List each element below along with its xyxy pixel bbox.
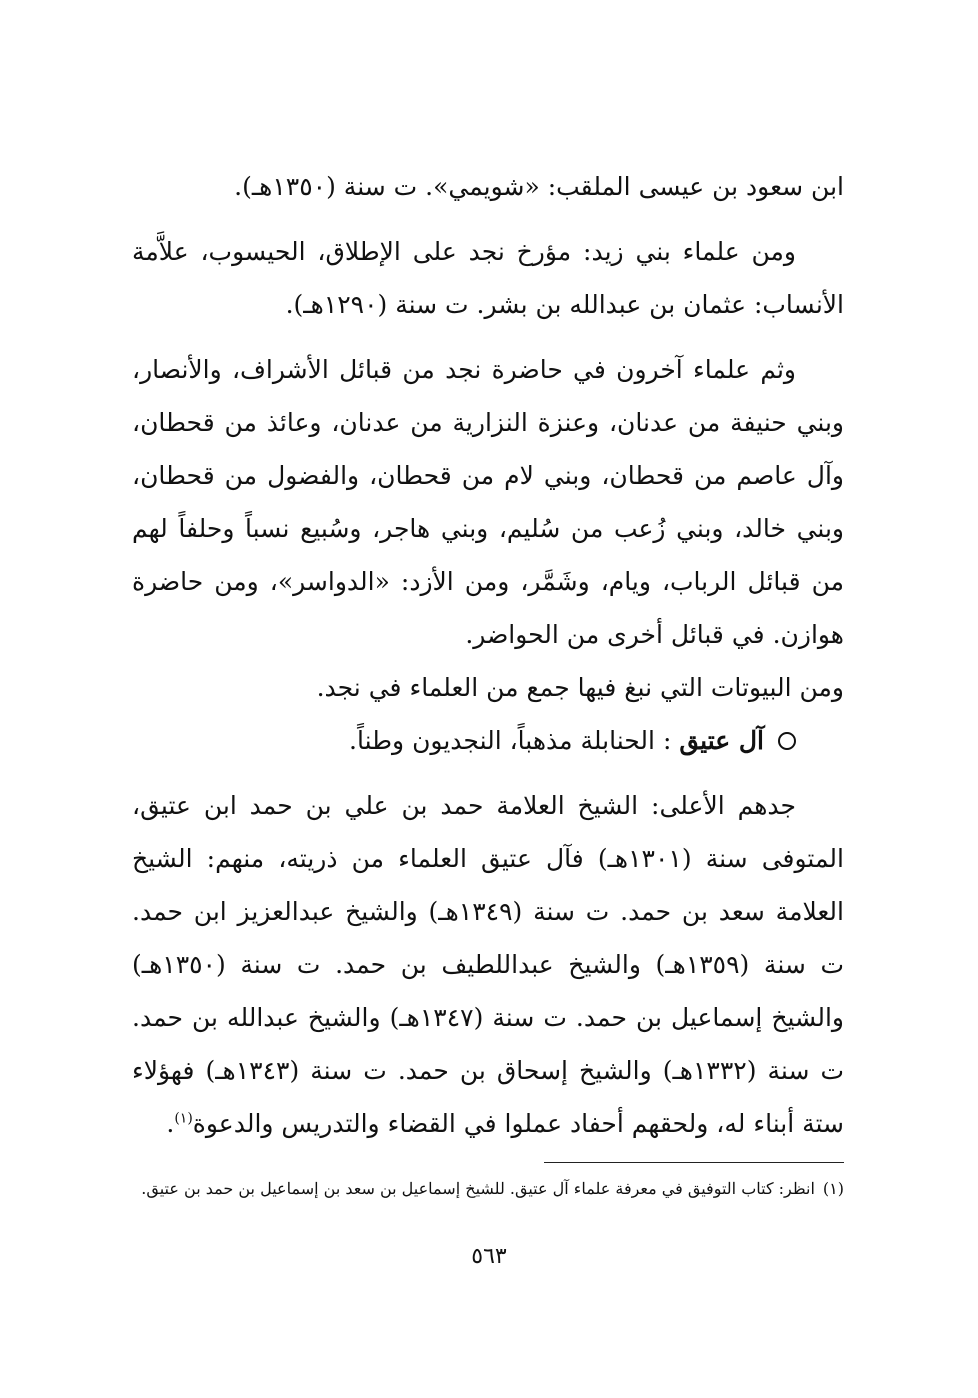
family-name: آل عتيق (679, 726, 764, 755)
paragraph-5-text: جدهم الأعلى: الشيخ العلامة حمد بن علي بن حمد ابن عتيق، المتوفى سنة (١٣٠١هـ) فآل عتيق العلماء من ذريته، منهم: الشيخ العلامة سعد بن حمد. ت سنة (١٣٤٩هـ) والشيخ عبدالعزيز ابن حمد. ت سنة (١٣٥٩هـ) والشيخ عبداللطيف بن حمد. ت سنة (١٣٥٠هـ) والشيخ إسماعيل بن حمد. ت سنة (١٣٤٧هـ) والشيخ عبدالله بن حمد. ت سنة (١٣٣٢هـ) والشيخ إسحاق بن حمد. ت سنة (١٣٤٣هـ) فهؤلاء ستة أبناء له، ولحقهم أحفاد عملوا في القضاء والتدريس والدعوة (132, 791, 845, 1138)
footnote-text: انظر: كتاب التوفيق في معرفة علماء آل عتيق. للشيخ إسماعيل بن سعد بن إسماعيل بن حمد بن عتيق. (141, 1179, 815, 1198)
page-number: ٥٦٣ (471, 1244, 507, 1269)
circle-bullet-icon (778, 732, 796, 750)
paragraph-5-end: . (166, 1109, 175, 1138)
paragraph-2: ومن علماء بني زيد: مؤرخ نجد على الإطلاق، الحيسوب، علاَّمة الأنساب: عثمان بن عبدالله بن بشر. ت سنة (١٢٩٠هـ). (132, 237, 844, 319)
main-text (132, 160, 844, 1150)
family-description: : الحنابلة مذهباً، النجديون وطناً. (349, 726, 672, 755)
paragraph-3: وثم علماء آخرون في حاضرة نجد من قبائل الأشراف، والأنصار، وبني حنيفة من عدنان، وعنزة النزارية من عدنان، وعائذ من قحطان، وآل عاصم من قحطان، وبني لام من قحطان، والفضول من قحطان، وبني خالد، وبني زُعب من سُليم، وبني هاجر، وسُبيع نسباً وحلفاً لهم من قبائل الرباب، ويام، وشَمَّر، ومن الأزد: «الدواسر»، ومن حاضرة هوازن. في قبائل أخرى من الحواضر. (132, 355, 844, 649)
footnote-reference: (١) (174, 1110, 193, 1127)
family-heading-line (132, 714, 844, 767)
paragraph-1: ابن سعود بن عيسى الملقب: «شويمي». ت سنة (١٣٥٠هـ). (234, 172, 844, 201)
footnote-number: (١) (822, 1179, 844, 1198)
paragraph-5 (132, 779, 844, 1150)
paragraph-4: ومن البيوتات التي نبغ فيها جمع من العلماء في نجد. (316, 673, 844, 702)
footnote (132, 1176, 844, 1202)
footnote-divider (544, 1162, 844, 1163)
